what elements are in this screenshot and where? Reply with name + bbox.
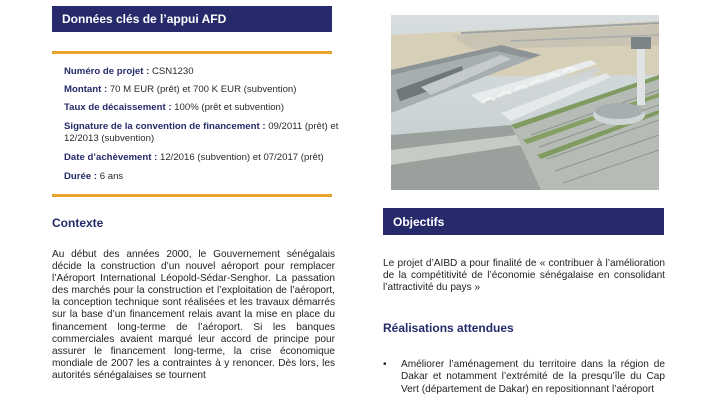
key-data-label: Signature de la convention de financement [64, 121, 260, 132]
key-data-value: 70 M EUR (prêt) et 700 K EUR (subvention) [109, 84, 297, 95]
key-data-label: Montant [64, 84, 102, 95]
key-data-value: 12/2016 (subvention) et 07/2017 (prêt) [159, 152, 324, 163]
key-data-amount: Montant : 70 M EUR (prêt) et 700 K EUR (subvention) [64, 84, 297, 95]
key-data-title: Données clés de l’appui AFD [62, 12, 227, 26]
context-paragraph: Au début des années 2000, le Gouvernement sénégalais décide la construction d’un nouvel aéroport pour remplacer l’Aéroport International Léopold-Sédar-Senghor. La passation des marchés pour la construction et l’exploitation de l’aéroport, la conception technique sont réalisées et les travaux démarrés sur la base d’un financement relais avant la mise en place du financement long-terme de l’aéroport. Si les banques commerciales avaient marqué leur accord de principe pour assurer le financement long-terme, la crise économique mondiale de 2007 les a contraintes à y renoncer. Dès lors, les autorités sénégalaises se tournent [52, 249, 335, 381]
results-item-text: Améliorer l’aménagement du territoire dans la région de Dakar et notamment l’extrémité de la presqu’île du Cap Vert (département de Dakar) en repositionnant l’aéroport [401, 359, 665, 395]
key-data-duration: Durée : 6 ans [64, 171, 124, 182]
airport-aerial-photo [391, 15, 659, 190]
context-title: Contexte [52, 216, 104, 230]
key-data-project-number: Numéro de projet : CSN1230 [64, 66, 194, 77]
key-data-disbursement: Taux de décaissement : 100% (prêt et subvention) [64, 102, 285, 113]
key-data-value: 09/2011 (prêt) et 12/2013 (subvention) [64, 121, 339, 145]
objectives-title: Objectifs [393, 214, 445, 229]
objectives-paragraph: Le projet d’AIBD a pour finalité de « contribuer à l’amélioration de la compétitivité de l’économie sénégalaise en consolidant l’attractivité du pays » [383, 258, 665, 294]
key-data-label: Durée [64, 171, 92, 182]
key-data-bottom-rule [52, 194, 332, 197]
key-data-label: Date d’achèvement [64, 152, 152, 163]
key-data-label: Numéro de projet [64, 66, 144, 77]
key-data-value: 6 ans [99, 171, 124, 182]
key-data-top-rule [52, 51, 332, 54]
results-list-item [383, 359, 665, 396]
key-data-signature: Signature de la convention de financement : 09/2011 (prêt) et 12/2013 (subvention) [64, 121, 339, 145]
key-data-value: 100% (prêt et subvention) [174, 102, 285, 113]
key-data-banner [52, 6, 332, 32]
key-data-completion: Date d’achèvement : 12/2016 (subvention) et 07/2017 (prêt) [64, 152, 324, 163]
key-data-label: Taux de décaissement [64, 102, 166, 113]
bullet-icon: • [383, 359, 387, 370]
key-data-value: CSN1230 [151, 66, 194, 77]
objectives-banner [383, 208, 664, 235]
results-title: Réalisations attendues [383, 321, 514, 335]
airport-render-illustration [391, 15, 659, 190]
